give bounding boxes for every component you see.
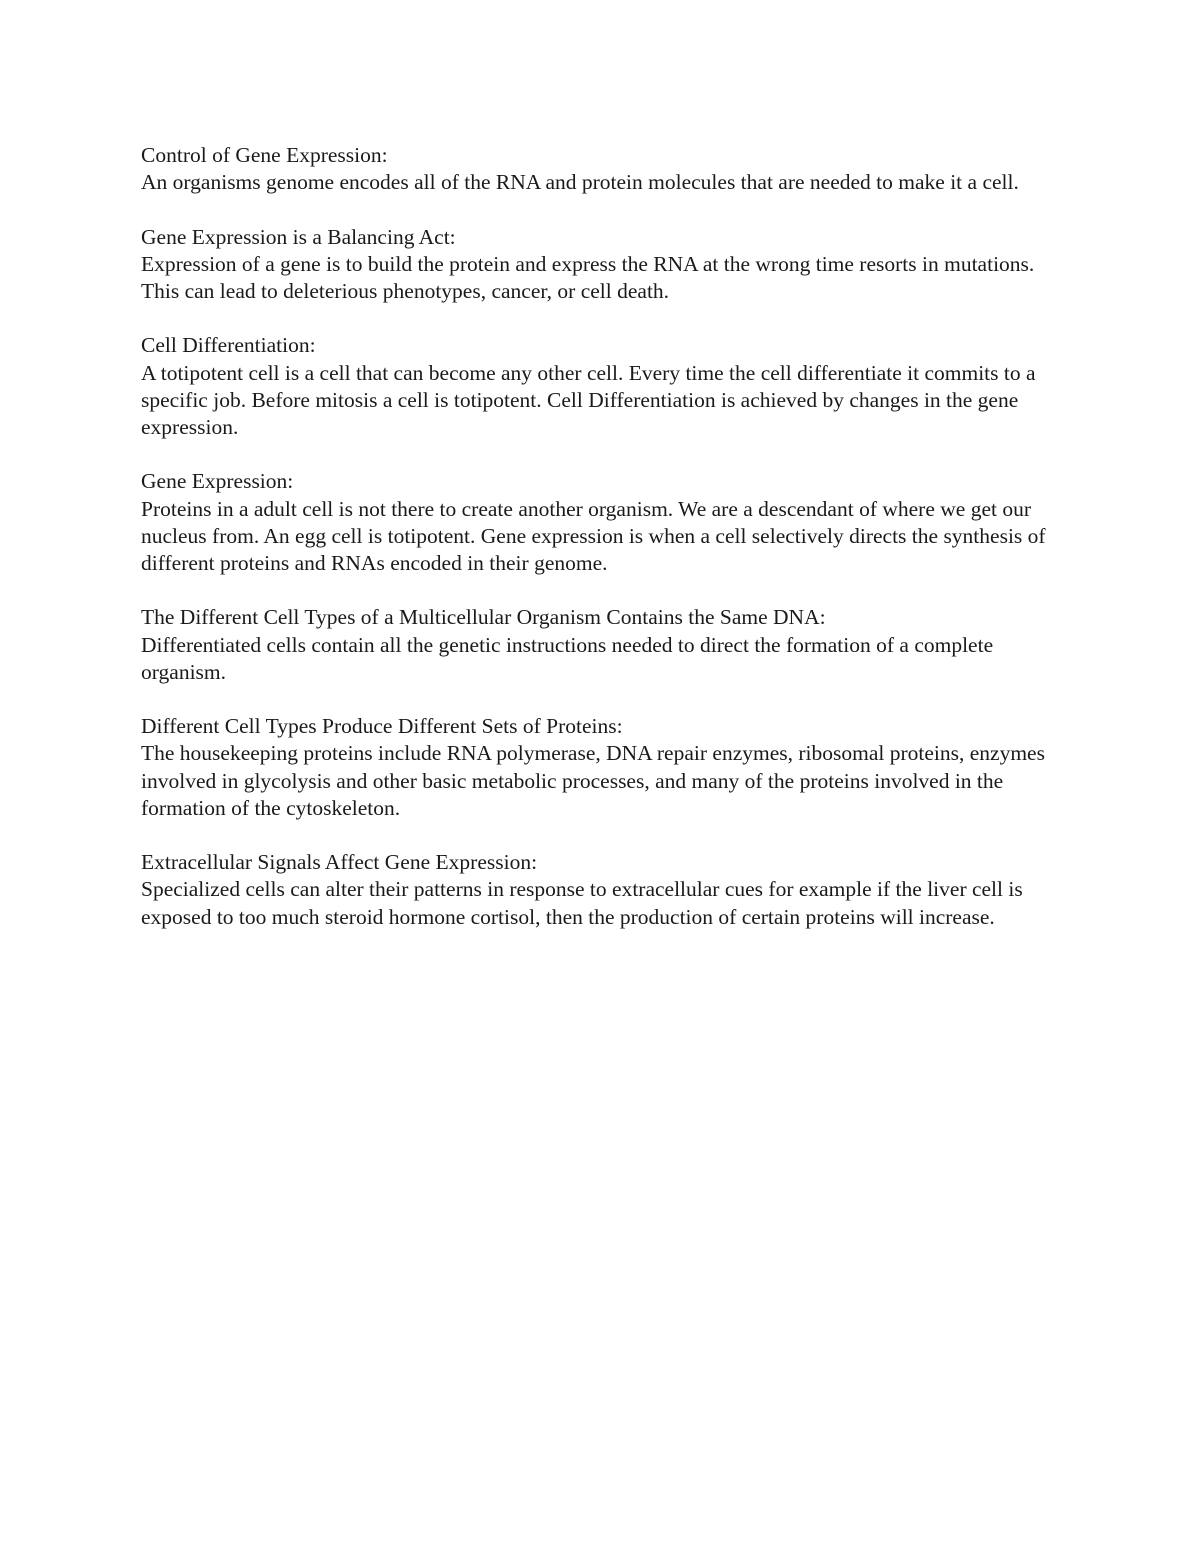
section-heading: Gene Expression is a Balancing Act: <box>141 224 456 249</box>
section-paragraph: A totipotent cell is a cell that can become any other cell. Every time the cell differentiate it commits to a specific job. Before mitosis a cell is totipotent. Cell Differentiation is achieved by changes in the gene expression. <box>141 360 1036 439</box>
section-different-proteins <box>141 713 1071 822</box>
section-paragraph: An organisms genome encodes all of the RNA and protein molecules that are needed to make it a cell. <box>141 170 1019 195</box>
section-heading: Extracellular Signals Affect Gene Expression: <box>141 850 538 875</box>
section-heading: Different Cell Types Produce Different Sets of Proteins: <box>141 714 623 739</box>
section-paragraph: Specialized cells can alter their patterns in response to extracellular cues for example if the liver cell is exposed to too much steroid hormone cortisol, then the production of certain proteins will increase. <box>141 877 1023 929</box>
section-extracellular-signals <box>141 849 1071 931</box>
section-paragraph: Proteins in a adult cell is not there to create another organism. We are a descendant of where we get our nucleus from. An egg cell is totipotent. Gene expression is when a cell selectively directs the synthesis of different proteins and RNAs encoded in their genome. <box>141 496 1046 575</box>
section-heading: Gene Expression: <box>141 469 294 494</box>
section-paragraph: The housekeeping proteins include RNA polymerase, DNA repair enzymes, ribosomal proteins, enzymes involved in glycolysis and other basic metabolic processes, and many of the proteins involved in the formation of the cytoskeleton. <box>141 741 1045 820</box>
section-heading: Control of Gene Expression: <box>141 143 388 167</box>
section-balancing-act <box>141 224 1071 306</box>
section-heading: The Different Cell Types of a Multicellular Organism Contains the Same DNA: <box>141 605 826 630</box>
section-paragraph: Differentiated cells contain all the genetic instructions needed to direct the formation of a complete organism. <box>141 632 994 684</box>
section-gene-expression <box>141 468 1071 577</box>
section-paragraph: Expression of a gene is to build the protein and express the RNA at the wrong time resorts in mutations. This can lead to deleterious phenotypes, cancer, or cell death. <box>141 251 1035 303</box>
section-heading: Cell Differentiation: <box>141 333 316 358</box>
document-body <box>141 142 1071 958</box>
section-control-of-gene-expression <box>141 142 1071 196</box>
section-cell-differentiation <box>141 332 1071 441</box>
section-same-dna <box>141 604 1071 686</box>
